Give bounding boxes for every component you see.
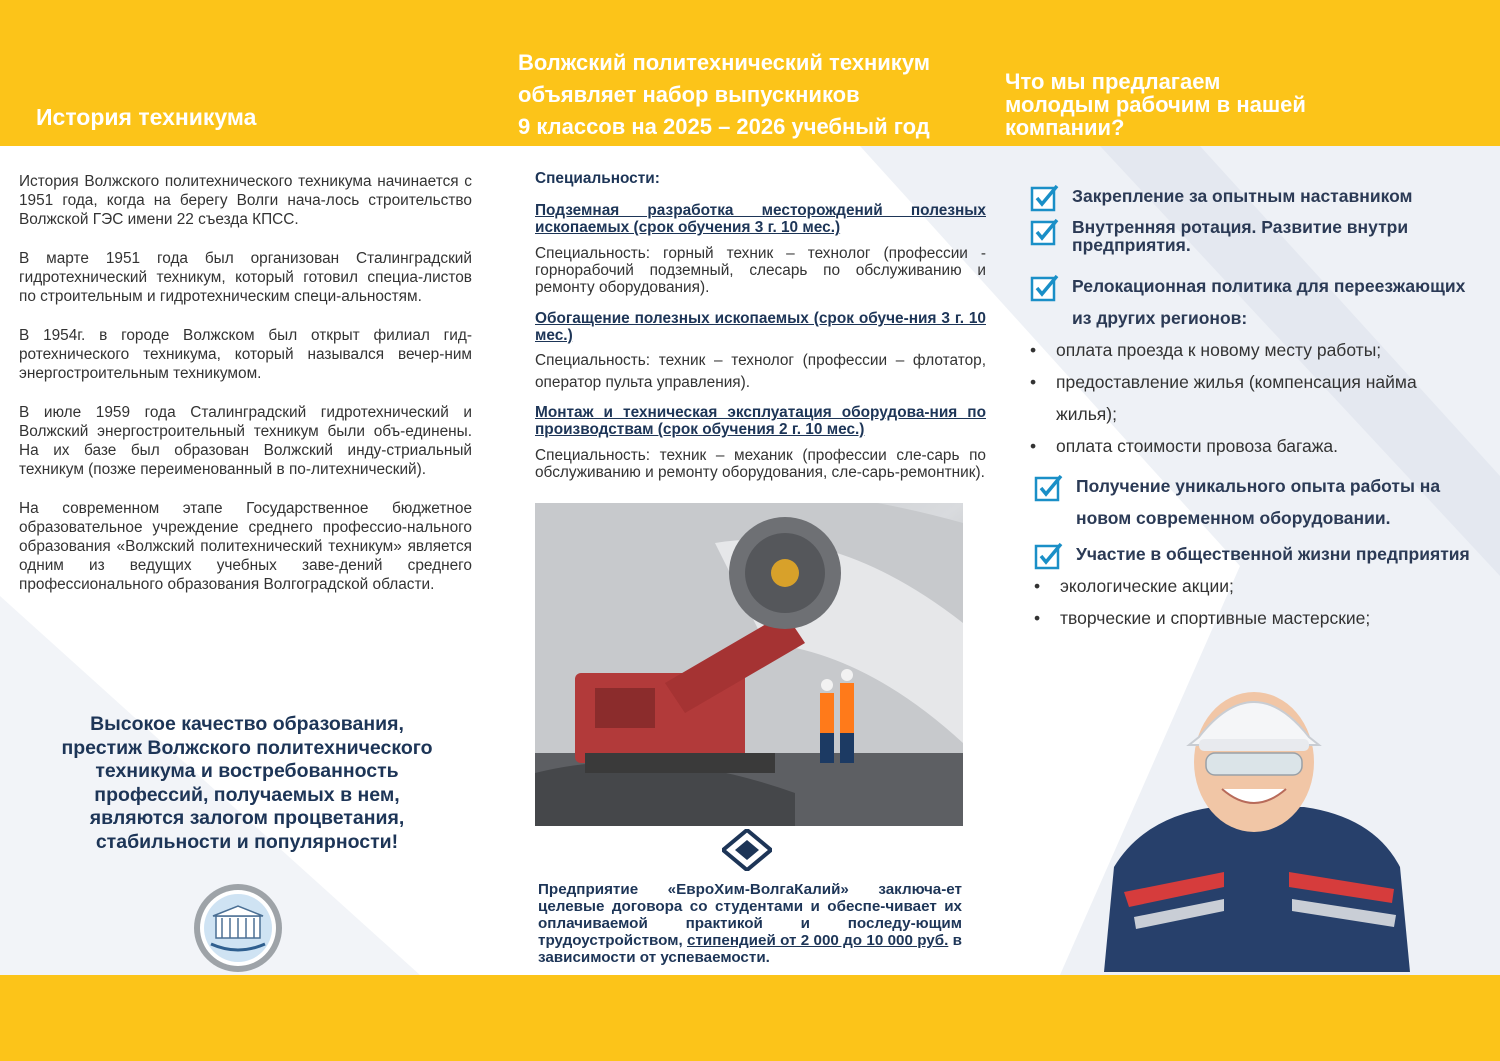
admission-header-line: объявляет набор выпускников	[518, 82, 860, 107]
list-item: • оплата стоимости провоза багажа.	[1030, 430, 1480, 462]
offer-title: Внутренняя ротация. Развитие внутри предприятия.	[1072, 217, 1409, 255]
list-item: • предоставление жилья (компенсация найма жилья);	[1030, 366, 1480, 430]
checkbox-checked-icon	[1030, 218, 1060, 246]
history-paragraph: На современном этапе Государственное бюджетное образовательное учреждение среднего профессио-нального образования «Волжский политехнический техникум» является одним из ведущих учебных заве-дений среднего профессионального образования Волгоградской области.	[19, 500, 472, 593]
specialties-section	[535, 170, 986, 495]
admission-header	[518, 47, 998, 143]
offer-item	[1030, 270, 1480, 334]
admission-header-line: Волжский политехнический техникум	[518, 50, 931, 75]
specialty-title: Монтаж и техническая эксплуатация оборудова-ния по производствам (срок обучения 2 г. 10 мес.)	[535, 404, 986, 438]
offer-title: Получение уникального опыта работы на новом современном оборудовании.	[1076, 476, 1441, 528]
offer-item	[1030, 180, 1480, 212]
checkbox-checked-icon	[1030, 184, 1060, 212]
company-note-tail: в зависимости от успеваемости.	[538, 932, 962, 966]
offer-title: Релокационная политика для переезжающих из других регионов:	[1072, 276, 1466, 328]
slogan-line: стабильности и популярности!	[95, 830, 399, 853]
company-note-text: Предприятие «ЕвроХим-ВолгаКалий» заключа-ет целевые договора со студентами и обеспе-чивает их оплачиваемой практикой и последу-ющим трудоустройством,	[538, 881, 962, 949]
slogan-line: являются залогом процветания,	[89, 807, 405, 829]
history-paragraph: В июле 1959 года Сталинградский гидротехнический и Волжский энергостроительный техникум были объ-единены. На их базе был образован Волжский инду-стриальный техникум (позже переименованный в по-литехнический).	[19, 404, 472, 478]
checkbox-checked-icon	[1034, 542, 1064, 570]
history-paragraph: История Волжского политехнического техникума начинается с 1951 года, когда на берегу Волги нача-лось строительство Волжской ГЭС имени 22 съезда КПСС.	[19, 173, 472, 228]
relocation-list	[1030, 334, 1480, 462]
eurochem-logo-icon	[722, 829, 772, 871]
offer-title: Закрепление за опытным наставником	[1072, 186, 1413, 206]
college-emblem-icon	[189, 882, 287, 974]
slogan	[20, 713, 474, 854]
checkbox-checked-icon	[1030, 274, 1060, 302]
offers-section	[1030, 180, 1480, 634]
specialties-title: Специальности:	[535, 170, 660, 187]
offers-header-line: компании?	[1005, 115, 1125, 140]
offer-item	[1034, 538, 1480, 570]
slogan-line: престиж Волжского политехнического	[61, 736, 433, 759]
history-paragraph: В марте 1951 года был организован Сталинградский гидротехнический техникум, который готовил специа-листов по строительным и гидротехническим специ-альностям.	[19, 250, 472, 305]
history-text	[19, 172, 472, 614]
specialty-description: Специальность: горный техник – технолог (профессии - горнорабочий подземный, слесарь по обслуживанию и ремонту оборудования).	[535, 245, 986, 296]
social-life-list	[1034, 570, 1480, 634]
offer-item	[1030, 218, 1480, 254]
specialty-title: Подземная разработка месторождений полезных ископаемых (срок обучения 3 г. 10 мес.)	[535, 202, 986, 236]
specialty-description: Специальность: техник – технолог (профессии – флотатор, оператор пульта управления).	[535, 352, 986, 391]
history-paragraph: В 1954г. в городе Волжском был открыт филиал гид-ротехнического техникума, который назывался вечер-ним энергостроительным техникумом.	[19, 327, 472, 382]
slogan-line: Высокое качество образования,	[90, 713, 404, 735]
admission-header-line: 9 классов на 2025 – 2026 учебный год	[518, 114, 930, 139]
footer-band	[0, 975, 1500, 1061]
scholarship-text: стипендией от 2 000 до 10 000 руб.	[687, 932, 949, 949]
company-note	[538, 881, 962, 966]
checkbox-checked-icon	[1034, 474, 1064, 502]
mining-machine-photo	[535, 503, 963, 826]
specialty-description: Специальность: техник – механик (профессии сле-сарь по обслуживанию и ремонту оборудования, сле-сарь-ремонтник).	[535, 447, 986, 481]
offers-header	[1005, 70, 1485, 139]
list-item: • творческие и спортивные мастерские;	[1034, 602, 1480, 634]
slogan-line: техникума и востребованность	[95, 760, 399, 782]
slogan-line: профессий, получаемых в нем,	[94, 783, 400, 806]
offer-item	[1034, 470, 1480, 534]
offers-header-line: Что мы предлагаем	[1005, 69, 1221, 94]
history-header: История техникума	[36, 104, 257, 130]
list-item: • оплата проезда к новому месту работы;	[1030, 334, 1480, 366]
offer-title: Участие в общественной жизни предприятия	[1076, 544, 1470, 564]
worker-photo	[1104, 667, 1410, 972]
offers-header-line: молодым рабочим в нашей	[1005, 92, 1306, 117]
list-item: • экологические акции;	[1034, 570, 1480, 602]
specialty-title: Обогащение полезных ископаемых (срок обуче-ния 3 г. 10 мес.)	[535, 310, 986, 344]
